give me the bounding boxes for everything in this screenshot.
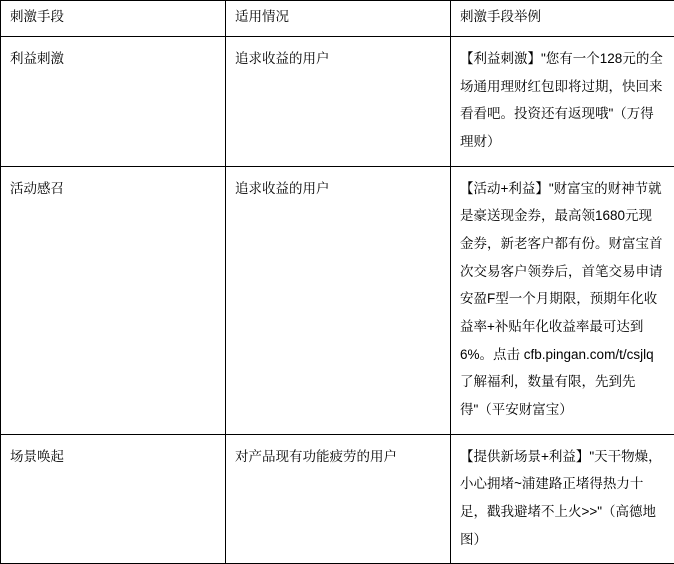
cell-example: 【提供新场景+利益】"天干物燥，小心拥堵~浦建路正堵得热力十足，戳我避堵不上火>>"（高德地图） bbox=[451, 434, 674, 564]
cell-situation: 追求收益的用户 bbox=[226, 36, 451, 166]
cell-example: 【活动+利益】"财富宝的财神节就是豪送现金券，最高领1680元现金券，新老客户都有份。财富宝首次交易客户领券后，首笔交易申请安盈F型一个月期限，预期年化收益率+补贴年化收益率最可达到6%。点击 cfb.pingan.com/t/csjlq 了解福利，数量有限，先到先得"（平安财富宝） bbox=[451, 166, 674, 434]
table-header-row bbox=[1, 1, 674, 37]
cell-means: 利益刺激 bbox=[1, 36, 226, 166]
cell-means: 场景唤起 bbox=[1, 434, 226, 564]
column-header-means: 刺激手段 bbox=[1, 1, 226, 37]
cell-situation: 追求收益的用户 bbox=[226, 166, 451, 434]
column-header-situation: 适用情况 bbox=[226, 1, 451, 37]
table-row bbox=[1, 434, 674, 564]
column-header-example: 刺激手段举例 bbox=[451, 1, 674, 37]
table-row bbox=[1, 36, 674, 166]
cell-situation: 对产品现有功能疲劳的用户 bbox=[226, 434, 451, 564]
table-row bbox=[1, 166, 674, 434]
cell-example: 【利益刺激】"您有一个128元的全场通用理财红包即将过期，快回来看看吧。投资还有返现哦"（万得理财） bbox=[451, 36, 674, 166]
cell-means: 活动感召 bbox=[1, 166, 226, 434]
